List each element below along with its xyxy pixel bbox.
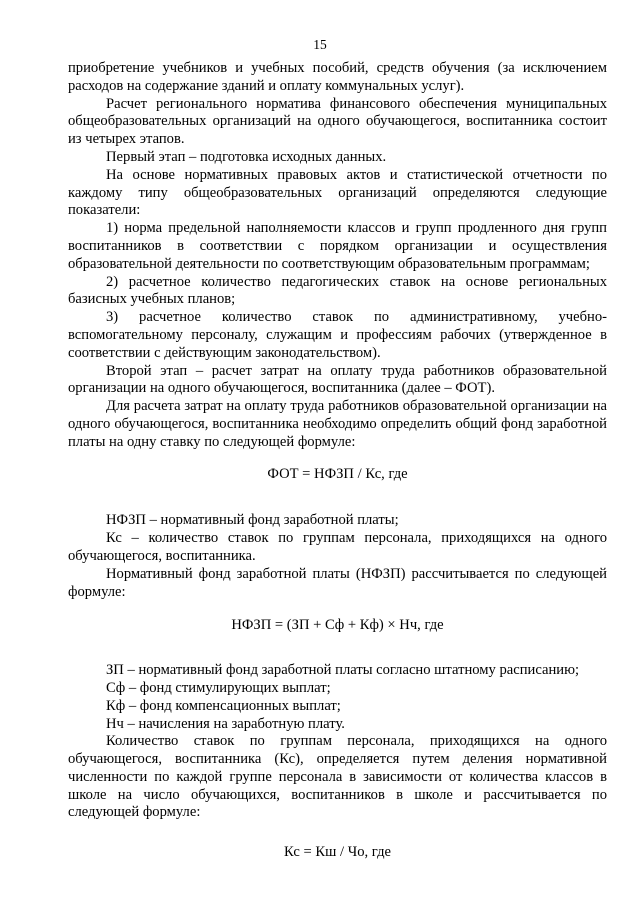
definition: Кс – количество ставок по группам персонала, приходящихся на одного обучающегося, воспитанника. xyxy=(68,530,607,564)
paragraph: приобретение учебников и учебных пособий, средств обучения (за исключением расходов на содержание зданий и оплату коммунальных услуг). xyxy=(68,60,607,94)
definition: Нч – начисления на заработную плату. xyxy=(106,715,345,732)
list-item: 1) норма предельной наполняемости классов и групп продленного дня групп воспитанников в соответствии с порядком организации и осуществления образовательной деятельности по соответствующим образовательным программам; xyxy=(68,220,607,272)
formula-nfzp: НФЗП = (ЗП + Сф + Кф) × Нч, где xyxy=(231,617,444,634)
paragraph: На основе нормативных правовых актов и статистической отчетности по каждому типу общеобразовательных организаций определяются следующие показатели: xyxy=(68,166,607,219)
paragraph: Второй этап – расчет затрат на оплату труда работников образовательной организации на одного обучающегося, воспитанника (далее – ФОТ). xyxy=(68,362,607,397)
page-number: 15 xyxy=(313,37,327,52)
paragraph: Количество ставок по группам персонала, приходящихся на одного обучающегося, воспитанника (Кс), определяется путем деления нормативной численности по каждой группе персонала в зависимости от количества классов в школе на число обучающихся, воспитанников в школе и рассчитывается по следующей формуле: xyxy=(68,733,607,821)
paragraph: Расчет регионального норматива финансового обеспечения муниципальных общеобразовательных организаций на одного обучающегося, воспитанника состоит из четырех этапов. xyxy=(68,95,607,148)
definition: НФЗП – нормативный фонд заработной платы; xyxy=(106,512,399,529)
list-item: 3) расчетное количество ставок по административному, учебно-вспомогательному персоналу, служащим и профессиям рабочих (утвержденное в соответствии с действующим законодательством). xyxy=(68,309,607,361)
paragraph: Нормативный фонд заработной платы (НФЗП) рассчитывается по следующей формуле: xyxy=(68,565,607,600)
document-body xyxy=(68,60,607,862)
definition: ЗП – нормативный фонд заработной платы согласно штатному расписанию; xyxy=(106,662,580,679)
list-item: 2) расчетное количество педагогических ставок на основе региональных базисных учебных планов; xyxy=(68,273,607,308)
paragraph: Для расчета затрат на оплату труда работников образовательной организации на одного обучающегося, воспитанника необходимо определить общий фонд заработной платы на одну ставку по следующей формуле: xyxy=(68,398,607,450)
paragraph: Первый этап – подготовка исходных данных. xyxy=(106,148,387,165)
formula-ks: Кс = Кш / Чо, где xyxy=(284,844,391,861)
definition: Кф – фонд компенсационных выплат; xyxy=(106,697,341,714)
formula-fot: ФОТ = НФЗП / Кс, где xyxy=(267,465,408,482)
definition: Сф – фонд стимулирующих выплат; xyxy=(106,679,331,696)
